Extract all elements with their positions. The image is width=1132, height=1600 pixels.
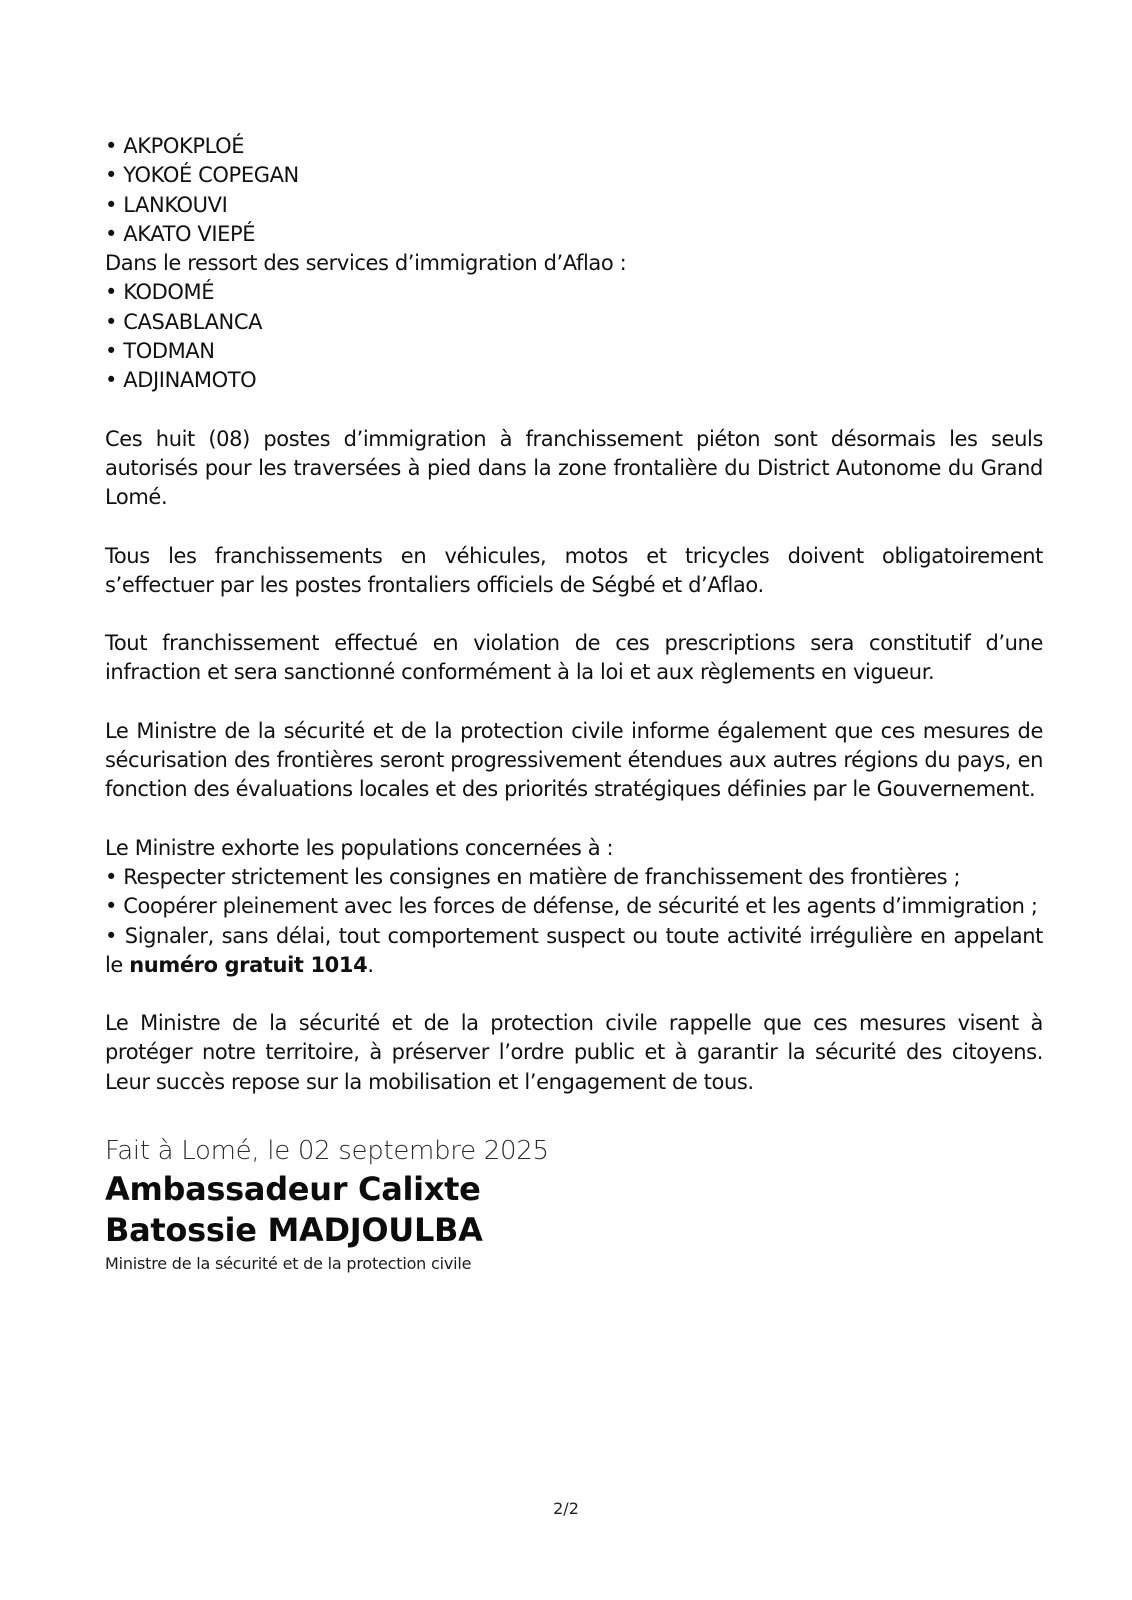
border-posts-list-lome — [105, 132, 1043, 249]
border-posts-list-aflao — [105, 278, 1043, 395]
exhortation-intro: Le Ministre exhorte les populations concernées à : — [105, 835, 614, 860]
list-item: • LANKOUVI — [105, 192, 228, 217]
signatory-name-line1: Ambassadeur Calixte — [105, 1170, 481, 1209]
exhortation-section — [105, 834, 1043, 980]
document-page — [105, 132, 1043, 1275]
place-and-date: Fait à Lomé, le 02 septembre 2025 — [105, 1136, 549, 1167]
paragraph-vehicle-crossings: Tous les franchissements en véhicules, motos et tricycles doivent obligatoirement s’effectuer par les postes frontaliers officiels de Ségbé et d’Aflao. — [105, 543, 1043, 597]
free-phone-number: numéro gratuit 1014 — [129, 952, 368, 977]
spacer — [105, 688, 1043, 717]
list-item: • ADJINAMOTO — [105, 368, 257, 393]
list-item: • KODOMÉ — [105, 280, 215, 305]
paragraph-closing: Le Ministre de la sécurité et de la protection civile rappelle que ces mesures visent à protéger notre territoire, à préserver l’ordre public et à garantir la sécurité des citoyens. Leur succès repose sur la mobilisation et l’engagement de tous. — [105, 1011, 1043, 1094]
spacer — [105, 513, 1043, 542]
exhortation-item: • Coopérer pleinement avec les forces de défense, de sécurité et les agents d’immigration ; — [105, 894, 1038, 919]
list-item: • TODMAN — [105, 339, 215, 364]
signatory-title: Ministre de la sécurité et de la protection civile — [105, 1254, 472, 1274]
paragraph-violations: Tout franchissement effectué en violation de ces prescriptions sera constitutif d’une infraction et sera sanctionné conformément à la loi et aux règlements en vigueur. — [105, 631, 1043, 685]
spacer — [105, 805, 1043, 834]
paragraph-authorized-posts: Ces huit (08) postes d’immigration à franchissement piéton sont désormais les seuls autorisés pour les traversées à pied dans la zone frontalière du District Autonome du Grand Lomé. — [105, 426, 1043, 510]
page-number: 2/2 — [553, 1499, 579, 1518]
report-text-end: . — [367, 952, 374, 977]
list-item: • AKPOKPLOÉ — [105, 134, 245, 158]
spacer — [105, 980, 1043, 1009]
spacer — [105, 396, 1043, 425]
aflao-section-heading: Dans le ressort des services d’immigration d’Aflao : — [105, 251, 627, 276]
spacer — [105, 600, 1043, 629]
signatory-name-line2: Batossie MADJOULBA — [105, 1211, 483, 1250]
paragraph-extension: Le Ministre de la sécurité et de la protection civile informe également que ces mesures de sécurisation des frontières seront progressivement étendues aux autres régions du pays, en fonction des évaluations locales et des priorités stratégiques définies par le Gouvernement. — [105, 718, 1043, 802]
report-text: • Signaler, sans délai, tout comportement suspect ou toute activité irrégulière en appelant le — [105, 923, 1043, 977]
signature-block — [105, 1133, 1043, 1275]
exhortation-item: • Respecter strictement les consignes en matière de franchissement des frontières ; — [105, 864, 961, 889]
spacer — [105, 1097, 1043, 1133]
list-item: • YOKOÉ COPEGAN — [105, 163, 299, 188]
list-item: • CASABLANCA — [105, 309, 263, 334]
exhortation-item-report — [105, 922, 1043, 981]
list-item: • AKATO VIEPÉ — [105, 221, 256, 246]
